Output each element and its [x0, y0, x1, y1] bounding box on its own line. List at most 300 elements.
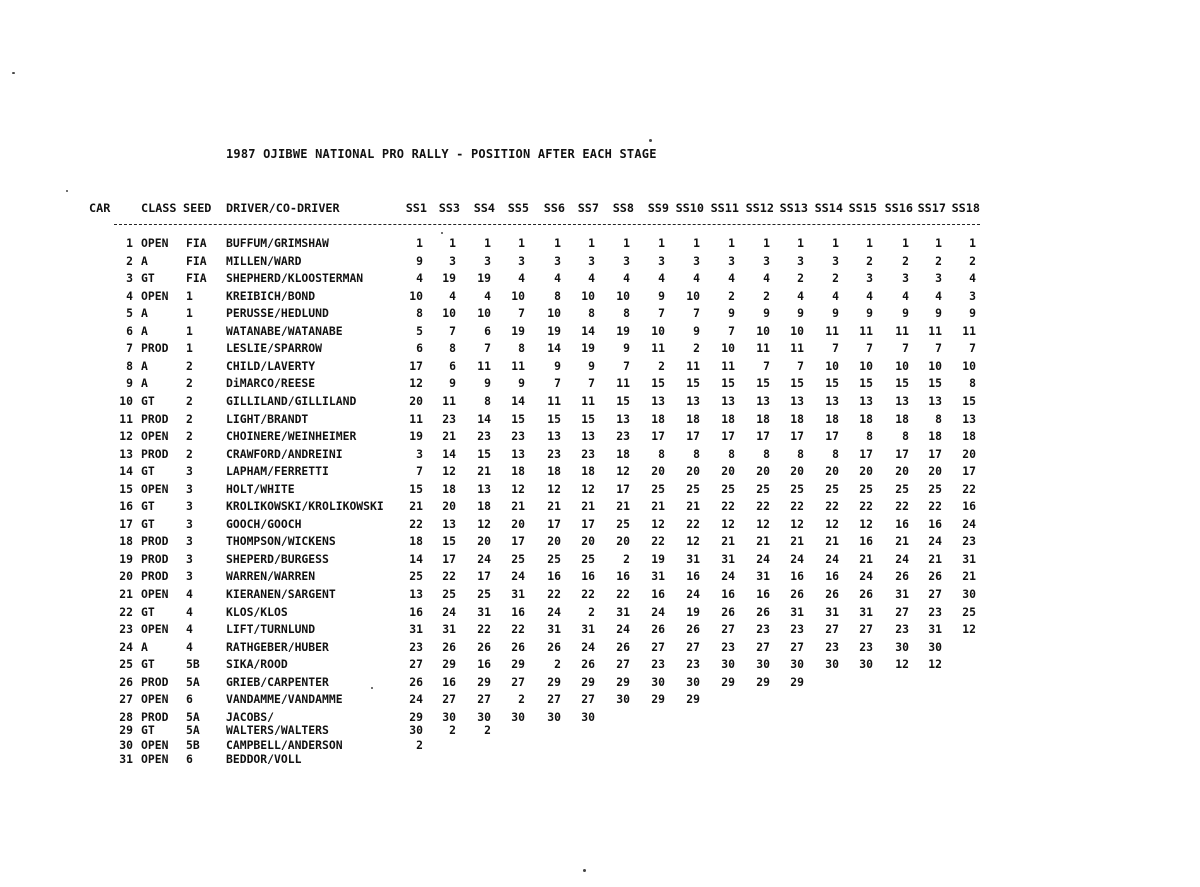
stage-position: 12	[511, 482, 525, 496]
column-header: SS13	[779, 201, 808, 215]
car-class: PROD	[141, 569, 169, 583]
seed: 5B	[186, 657, 200, 671]
stage-position: 25	[409, 569, 423, 583]
car-number: 19	[119, 552, 133, 566]
stage-position: 30	[895, 640, 909, 654]
stage-position: 4	[902, 289, 909, 303]
stage-position: 1	[518, 236, 525, 250]
stage-position: 10	[511, 289, 525, 303]
stage-position: 23	[790, 622, 804, 636]
stage-position: 10	[686, 289, 700, 303]
stage-position: 4	[763, 271, 770, 285]
driver-co-driver: RATHGEBER/HUBER	[226, 640, 329, 654]
seed: 1	[186, 324, 193, 338]
stage-position: 29	[511, 657, 525, 671]
stage-position: 24	[790, 552, 804, 566]
stage-position: 13	[895, 394, 909, 408]
car-class: A	[141, 306, 148, 320]
stage-position: 31	[895, 587, 909, 601]
car-class: PROD	[141, 341, 169, 355]
stage-position: 1	[832, 236, 839, 250]
stage-position: 16	[581, 569, 595, 583]
stage-position: 10	[962, 359, 976, 373]
stage-position: 16	[895, 517, 909, 531]
stage-position: 20	[511, 517, 525, 531]
stage-position: 10	[721, 341, 735, 355]
stage-position: 16	[616, 569, 630, 583]
stage-position: 1	[693, 236, 700, 250]
stage-position: 1	[969, 236, 976, 250]
car-number: 9	[126, 376, 133, 390]
stage-position: 30	[790, 657, 804, 671]
stage-position: 20	[686, 464, 700, 478]
stage-position: 21	[686, 499, 700, 513]
stage-position: 31	[581, 622, 595, 636]
stage-position: 10	[477, 306, 491, 320]
stage-position: 30	[651, 675, 665, 689]
car-class: GT	[141, 394, 155, 408]
driver-co-driver: GOOCH/GOOCH	[226, 517, 302, 531]
car-number: 30	[119, 738, 133, 752]
stage-position: 24	[825, 552, 839, 566]
stage-position: 26	[651, 622, 665, 636]
driver-co-driver: CHOINERE/WEINHEIMER	[226, 429, 357, 443]
stage-position: 16	[756, 587, 770, 601]
stage-position: 11	[581, 394, 595, 408]
stage-position: 15	[756, 376, 770, 390]
stage-position: 31	[756, 569, 770, 583]
seed: 3	[186, 517, 193, 531]
driver-co-driver: THOMPSON/WICKENS	[226, 534, 336, 548]
car-class: A	[141, 254, 148, 268]
stage-position: 16	[477, 657, 491, 671]
stage-position: 19	[511, 324, 525, 338]
scan-speck	[66, 190, 68, 192]
stage-position: 23	[616, 429, 630, 443]
stage-position: 15	[442, 534, 456, 548]
seed: FIA	[186, 236, 207, 250]
column-header: SS1	[405, 201, 427, 215]
stage-position: 20	[442, 499, 456, 513]
stage-position: 3	[449, 254, 456, 268]
stage-position: 21	[962, 569, 976, 583]
stage-position: 24	[442, 605, 456, 619]
stage-position: 2	[763, 289, 770, 303]
car-number: 7	[126, 341, 133, 355]
stage-position: 31	[686, 552, 700, 566]
driver-co-driver: BEDDOR/VOLL	[226, 752, 302, 766]
stage-position: 10	[895, 359, 909, 373]
car-class: PROD	[141, 447, 169, 461]
car-class: OPEN	[141, 738, 169, 752]
stage-position: 3	[518, 254, 525, 268]
column-header: SS9	[647, 201, 669, 215]
stage-position: 21	[721, 534, 735, 548]
stage-position: 26	[721, 605, 735, 619]
stage-position: 23	[756, 622, 770, 636]
stage-position: 20	[581, 534, 595, 548]
stage-position: 17	[581, 517, 595, 531]
stage-position: 12	[442, 464, 456, 478]
car-number: 16	[119, 499, 133, 513]
stage-position: 17	[962, 464, 976, 478]
stage-position: 24	[859, 569, 873, 583]
stage-position: 18	[511, 464, 525, 478]
seed: FIA	[186, 254, 207, 268]
stage-position: 31	[442, 622, 456, 636]
stage-position: 2	[902, 254, 909, 268]
stage-position: 23	[477, 429, 491, 443]
car-class: PROD	[141, 675, 169, 689]
stage-position: 25	[651, 482, 665, 496]
stage-position: 25	[895, 482, 909, 496]
stage-position: 4	[797, 289, 804, 303]
car-number: 28	[119, 710, 133, 724]
seed: 6	[186, 692, 193, 706]
stage-position: 12	[581, 482, 595, 496]
stage-position: 21	[581, 499, 595, 513]
stage-position: 25	[581, 552, 595, 566]
stage-position: 30	[962, 587, 976, 601]
stage-position: 17	[686, 429, 700, 443]
stage-position: 13	[825, 394, 839, 408]
stage-position: 18	[442, 482, 456, 496]
stage-position: 30	[547, 710, 561, 724]
stage-position: 18	[409, 534, 423, 548]
stage-position: 14	[547, 341, 561, 355]
stage-position: 22	[616, 587, 630, 601]
stage-position: 15	[825, 376, 839, 390]
stage-position: 10	[581, 289, 595, 303]
car-class: PROD	[141, 534, 169, 548]
column-header: SS16	[884, 201, 913, 215]
stage-position: 24	[928, 534, 942, 548]
scan-speck	[649, 139, 652, 142]
driver-co-driver: LIGHT/BRANDT	[226, 412, 309, 426]
stage-position: 3	[832, 254, 839, 268]
stage-position: 21	[859, 552, 873, 566]
car-number: 4	[126, 289, 133, 303]
stage-position: 25	[859, 482, 873, 496]
stage-position: 7	[449, 324, 456, 338]
column-header: SS4	[473, 201, 495, 215]
seed: 5B	[186, 738, 200, 752]
seed: FIA	[186, 271, 207, 285]
stage-position: 7	[866, 341, 873, 355]
stage-position: 19	[442, 271, 456, 285]
stage-position: 26	[581, 657, 595, 671]
stage-position: 7	[658, 306, 665, 320]
stage-position: 12	[409, 376, 423, 390]
stage-position: 27	[895, 605, 909, 619]
stage-position: 13	[859, 394, 873, 408]
stage-position: 24	[962, 517, 976, 531]
stage-position: 7	[935, 341, 942, 355]
stage-position: 10	[547, 306, 561, 320]
car-class: GT	[141, 517, 155, 531]
stage-position: 24	[616, 622, 630, 636]
stage-position: 24	[686, 587, 700, 601]
stage-position: 20	[651, 464, 665, 478]
stage-position: 7	[588, 376, 595, 390]
stage-position: 30	[756, 657, 770, 671]
stage-position: 21	[442, 429, 456, 443]
stage-position: 8	[832, 447, 839, 461]
seed: 6	[186, 752, 193, 766]
stage-position: 3	[902, 271, 909, 285]
car-number: 21	[119, 587, 133, 601]
stage-position: 4	[416, 271, 423, 285]
stage-position: 25	[962, 605, 976, 619]
stage-position: 20	[895, 464, 909, 478]
stage-position: 27	[581, 692, 595, 706]
seed: 4	[186, 605, 193, 619]
stage-position: 19	[616, 324, 630, 338]
stage-position: 21	[895, 534, 909, 548]
stage-position: 22	[511, 622, 525, 636]
stage-position: 2	[693, 341, 700, 355]
car-number: 24	[119, 640, 133, 654]
driver-co-driver: HOLT/WHITE	[226, 482, 295, 496]
stage-position: 23	[721, 640, 735, 654]
stage-position: 9	[416, 254, 423, 268]
car-class: GT	[141, 657, 155, 671]
stage-position: 30	[686, 675, 700, 689]
column-header: SEED	[183, 201, 212, 215]
stage-position: 25	[616, 517, 630, 531]
stage-position: 22	[651, 534, 665, 548]
stage-position: 9	[797, 306, 804, 320]
stage-position: 8	[935, 412, 942, 426]
stage-position: 7	[832, 341, 839, 355]
driver-co-driver: SIKA/ROOD	[226, 657, 288, 671]
stage-position: 15	[721, 376, 735, 390]
stage-position: 9	[693, 324, 700, 338]
stage-position: 11	[825, 324, 839, 338]
car-number: 25	[119, 657, 133, 671]
stage-position: 18	[928, 429, 942, 443]
stage-position: 26	[859, 587, 873, 601]
stage-position: 20	[721, 464, 735, 478]
stage-position: 11	[790, 341, 804, 355]
stage-position: 12	[895, 657, 909, 671]
stage-position: 7	[969, 341, 976, 355]
car-class: PROD	[141, 552, 169, 566]
stage-position: 1	[658, 236, 665, 250]
driver-co-driver: WATANABE/WATANABE	[226, 324, 343, 338]
column-header: SS10	[675, 201, 704, 215]
stage-position: 10	[756, 324, 770, 338]
stage-position: 29	[442, 657, 456, 671]
stage-position: 29	[616, 675, 630, 689]
stage-position: 29	[721, 675, 735, 689]
car-number: 13	[119, 447, 133, 461]
stage-position: 8	[902, 429, 909, 443]
stage-position: 10	[859, 359, 873, 373]
stage-position: 16	[721, 587, 735, 601]
car-number: 23	[119, 622, 133, 636]
stage-position: 24	[477, 552, 491, 566]
stage-position: 13	[442, 517, 456, 531]
stage-position: 9	[969, 306, 976, 320]
stage-position: 23	[928, 605, 942, 619]
stage-position: 31	[409, 622, 423, 636]
stage-position: 7	[693, 306, 700, 320]
stage-position: 27	[825, 622, 839, 636]
stage-position: 6	[484, 324, 491, 338]
stage-position: 30	[581, 710, 595, 724]
stage-position: 23	[825, 640, 839, 654]
stage-position: 31	[511, 587, 525, 601]
stage-position: 19	[409, 429, 423, 443]
stage-position: 2	[935, 254, 942, 268]
stage-position: 12	[616, 464, 630, 478]
stage-position: 13	[962, 412, 976, 426]
stage-position: 1	[866, 236, 873, 250]
stage-position: 16	[962, 499, 976, 513]
stage-position: 11	[442, 394, 456, 408]
car-number: 6	[126, 324, 133, 338]
stage-position: 10	[651, 324, 665, 338]
stage-position: 9	[658, 289, 665, 303]
stage-position: 22	[962, 482, 976, 496]
stage-position: 22	[686, 517, 700, 531]
stage-position: 18	[616, 447, 630, 461]
car-class: OPEN	[141, 587, 169, 601]
seed: 3	[186, 499, 193, 513]
stage-position: 2	[588, 605, 595, 619]
stage-position: 26	[686, 622, 700, 636]
stage-position: 20	[409, 394, 423, 408]
stage-position: 11	[962, 324, 976, 338]
stage-position: 17	[756, 429, 770, 443]
stage-position: 25	[686, 482, 700, 496]
column-header: SS15	[848, 201, 877, 215]
stage-position: 4	[554, 271, 561, 285]
driver-co-driver: KIERANEN/SARGENT	[226, 587, 336, 601]
stage-position: 21	[928, 552, 942, 566]
stage-position: 4	[728, 271, 735, 285]
car-number: 3	[126, 271, 133, 285]
stage-position: 9	[866, 306, 873, 320]
stage-position: 2	[449, 723, 456, 737]
stage-position: 11	[477, 359, 491, 373]
stage-position: 25	[721, 482, 735, 496]
stage-position: 3	[623, 254, 630, 268]
stage-position: 10	[616, 289, 630, 303]
stage-position: 2	[484, 723, 491, 737]
stage-position: 11	[616, 376, 630, 390]
stage-position: 20	[928, 464, 942, 478]
car-number: 29	[119, 723, 133, 737]
stage-position: 9	[935, 306, 942, 320]
stage-position: 19	[547, 324, 561, 338]
column-header: SS5	[507, 201, 529, 215]
stage-position: 27	[721, 622, 735, 636]
stage-position: 17	[442, 552, 456, 566]
stage-position: 26	[825, 587, 839, 601]
car-class: OPEN	[141, 752, 169, 766]
stage-position: 29	[477, 675, 491, 689]
stage-position: 10	[928, 359, 942, 373]
stage-position: 20	[616, 534, 630, 548]
stage-position: 15	[895, 376, 909, 390]
stage-position: 30	[928, 640, 942, 654]
stage-position: 27	[859, 622, 873, 636]
scan-speck	[371, 687, 373, 689]
stage-position: 18	[581, 464, 595, 478]
column-header: SS17	[917, 201, 946, 215]
car-class: GT	[141, 464, 155, 478]
car-class: A	[141, 359, 148, 373]
stage-position: 9	[763, 306, 770, 320]
stage-position: 23	[547, 447, 561, 461]
stage-position: 7	[518, 306, 525, 320]
stage-position: 15	[616, 394, 630, 408]
stage-position: 10	[442, 306, 456, 320]
stage-position: 8	[623, 306, 630, 320]
column-header: CAR	[89, 201, 111, 215]
car-number: 31	[119, 752, 133, 766]
stage-position: 11	[547, 394, 561, 408]
stage-position: 30	[859, 657, 873, 671]
car-class: GT	[141, 271, 155, 285]
stage-position: 22	[409, 517, 423, 531]
stage-position: 20	[859, 464, 873, 478]
car-number: 27	[119, 692, 133, 706]
stage-position: 17	[721, 429, 735, 443]
stage-position: 25	[825, 482, 839, 496]
stage-position: 23	[859, 640, 873, 654]
stage-position: 29	[547, 675, 561, 689]
scan-speck	[12, 72, 15, 74]
stage-position: 13	[721, 394, 735, 408]
driver-co-driver: JACOBS/	[226, 710, 275, 724]
stage-position: 22	[756, 499, 770, 513]
stage-position: 31	[721, 552, 735, 566]
stage-position: 11	[928, 324, 942, 338]
stage-position: 17	[895, 447, 909, 461]
stage-position: 30	[511, 710, 525, 724]
car-class: OPEN	[141, 482, 169, 496]
car-number: 26	[119, 675, 133, 689]
stage-position: 20	[825, 464, 839, 478]
stage-position: 27	[756, 640, 770, 654]
car-class: GT	[141, 499, 155, 513]
stage-position: 22	[825, 499, 839, 513]
stage-position: 22	[790, 499, 804, 513]
stage-position: 22	[477, 622, 491, 636]
stage-position: 17	[825, 429, 839, 443]
stage-position: 30	[477, 710, 491, 724]
driver-co-driver: CRAWFORD/ANDREINI	[226, 447, 343, 461]
stage-position: 20	[790, 464, 804, 478]
stage-position: 7	[554, 376, 561, 390]
stage-position: 12	[547, 482, 561, 496]
stage-position: 2	[832, 271, 839, 285]
stage-position: 23	[409, 640, 423, 654]
stage-position: 12	[477, 517, 491, 531]
stage-position: 21	[651, 499, 665, 513]
seed: 1	[186, 306, 193, 320]
stage-position: 27	[928, 587, 942, 601]
stage-position: 8	[969, 376, 976, 390]
seed: 4	[186, 640, 193, 654]
stage-position: 18	[651, 412, 665, 426]
stage-position: 18	[686, 412, 700, 426]
car-number: 14	[119, 464, 133, 478]
stage-position: 18	[477, 499, 491, 513]
